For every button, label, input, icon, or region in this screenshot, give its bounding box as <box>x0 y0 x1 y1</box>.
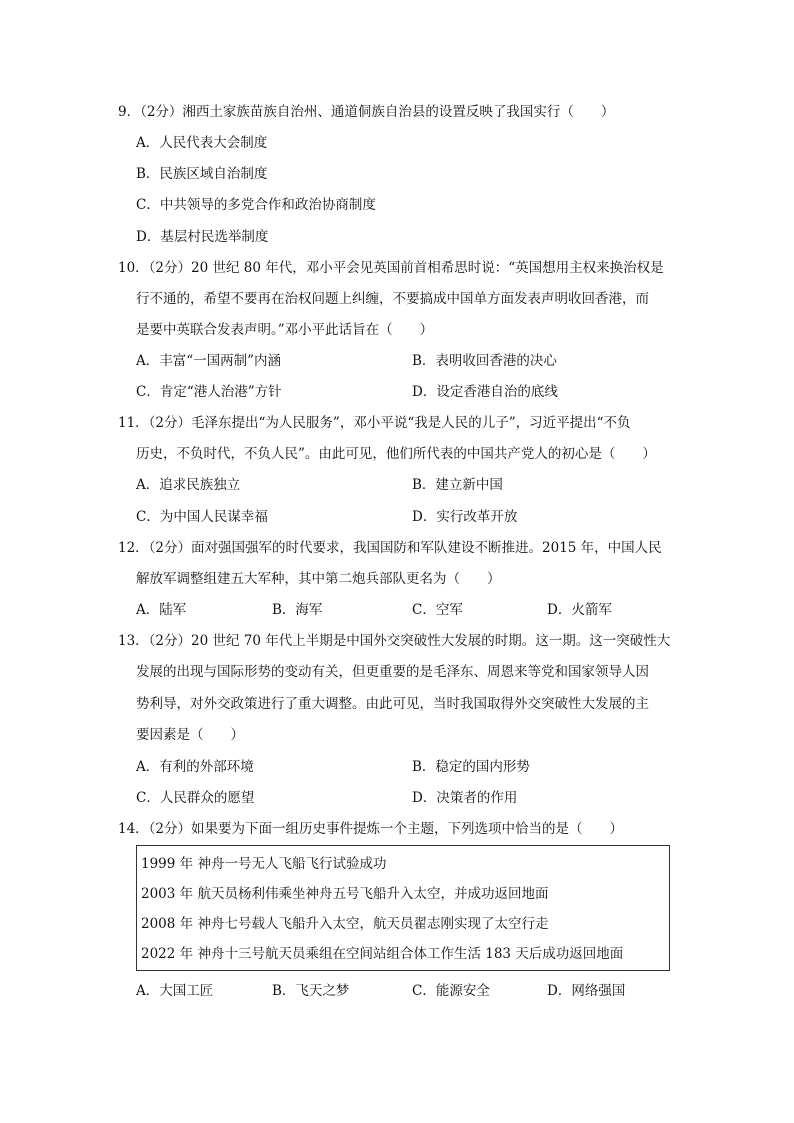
q9-option-b: B．民族区域自治制度 <box>136 166 268 182</box>
question-12-stem-line-2: 解放军调整组建五大军种，其中第二炮兵部队更名为（ ） <box>136 571 501 587</box>
q14-option-c: C．能源安全 <box>412 983 490 999</box>
q10-option-b: B．表明收回香港的决心 <box>412 353 557 369</box>
q11-option-b: B．建立新中国 <box>412 477 503 493</box>
event-1999: 1999 年 神舟一号无人飞船飞行试验成功 <box>141 856 387 872</box>
question-10-stem-line-2: 行不通的，希望不要再在治权问题上纠缠，不要搞成中国单方面发表声明收回香港，而 <box>136 291 649 307</box>
q10-option-a: A．丰富“一国两制”内涵 <box>136 353 282 369</box>
q14-option-b: B．飞天之梦 <box>272 983 350 999</box>
question-10-stem-line-3: 是要中英联合发表声明。”邓小平此话旨在（ ） <box>136 322 434 338</box>
q12-option-c: C．空军 <box>412 602 463 618</box>
q11-option-c: C．为中国人民谋幸福 <box>136 509 268 525</box>
question-13-stem-line-3: 势利导，对外交政策进行了重大调整。由此可见，当时我国取得外交突破性大发展的主 <box>136 696 649 712</box>
q11-option-a: A．追求民族独立 <box>136 477 241 493</box>
q12-option-b: B．海军 <box>272 602 323 618</box>
question-13-stem-line-1: 13．（2分）20 世纪 70 年代上半期是中国外交突破性大发展的时期。这一期。这一突破性大 <box>118 633 671 649</box>
question-14-stem: 14．（2分）如果要为下面一组历史事件提炼一个主题，下列选项中恰当的是（ ） <box>118 821 624 837</box>
question-12-stem-line-1: 12．（2分）面对强国强军的时代要求，我国国防和军队建设不断推进。2015 年，中国人民 <box>118 540 662 556</box>
q12-option-a: A．陆军 <box>136 602 187 618</box>
q9-option-d: D．基层村民选举制度 <box>136 229 269 245</box>
q14-option-a: A．大国工匠 <box>136 983 214 999</box>
question-13-stem-line-2: 发展的出现与国际形势的变动有关，但更重要的是毛泽东、周恩来等党和国家领导人因 <box>136 664 649 680</box>
q9-option-a: A．人民代表大会制度 <box>136 135 268 151</box>
q13-option-b: B．稳定的国内形势 <box>412 759 530 775</box>
q13-option-a: A．有利的外部环境 <box>136 759 254 775</box>
q10-option-d: D．设定香港自治的底线 <box>412 384 558 400</box>
event-2003: 2003 年 航天员杨利伟乘坐神舟五号飞船升入太空，并成功返回地面 <box>141 886 549 902</box>
q14-option-d: D．网络强国 <box>547 983 626 999</box>
q10-option-c: C．肯定“港人治港”方针 <box>136 384 282 400</box>
event-2008: 2008 年 神舟七号载人飞船升入太空，航天员翟志刚实现了太空行走 <box>141 916 549 932</box>
q13-option-c: C．人民群众的愿望 <box>136 790 255 806</box>
event-2022: 2022 年 神舟十三号航天员乘组在空间站组合体工作生活 183 天后成功返回地面 <box>141 946 624 962</box>
question-11-stem-line-1: 11．（2分）毛泽东提出“为人民服务”，邓小平说“我是人民的儿子”，习近平提出“不负 <box>118 415 631 431</box>
event-box <box>136 845 670 971</box>
question-9-stem: 9．（2分）湘西土家族苗族自治州、通道侗族自治县的设置反映了我国实行（ ） <box>118 104 615 120</box>
q13-option-d: D．决策者的作用 <box>412 790 518 806</box>
question-13-stem-line-4: 要因素是（ ） <box>136 727 244 743</box>
question-11-stem-line-2: 历史，不负时代，不负人民”。由此可见，他们所代表的中国共产党人的初心是（ ） <box>136 446 656 462</box>
q9-option-c: C．中共领导的多党合作和政治协商制度 <box>136 197 376 213</box>
q12-option-d: D．火箭军 <box>547 602 612 618</box>
q11-option-d: D．实行改革开放 <box>412 509 518 525</box>
question-10-stem-line-1: 10．（2分）20 世纪 80 年代，邓小平会见英国前首相希思时说：“英国想用主权来换治权是 <box>118 260 664 276</box>
